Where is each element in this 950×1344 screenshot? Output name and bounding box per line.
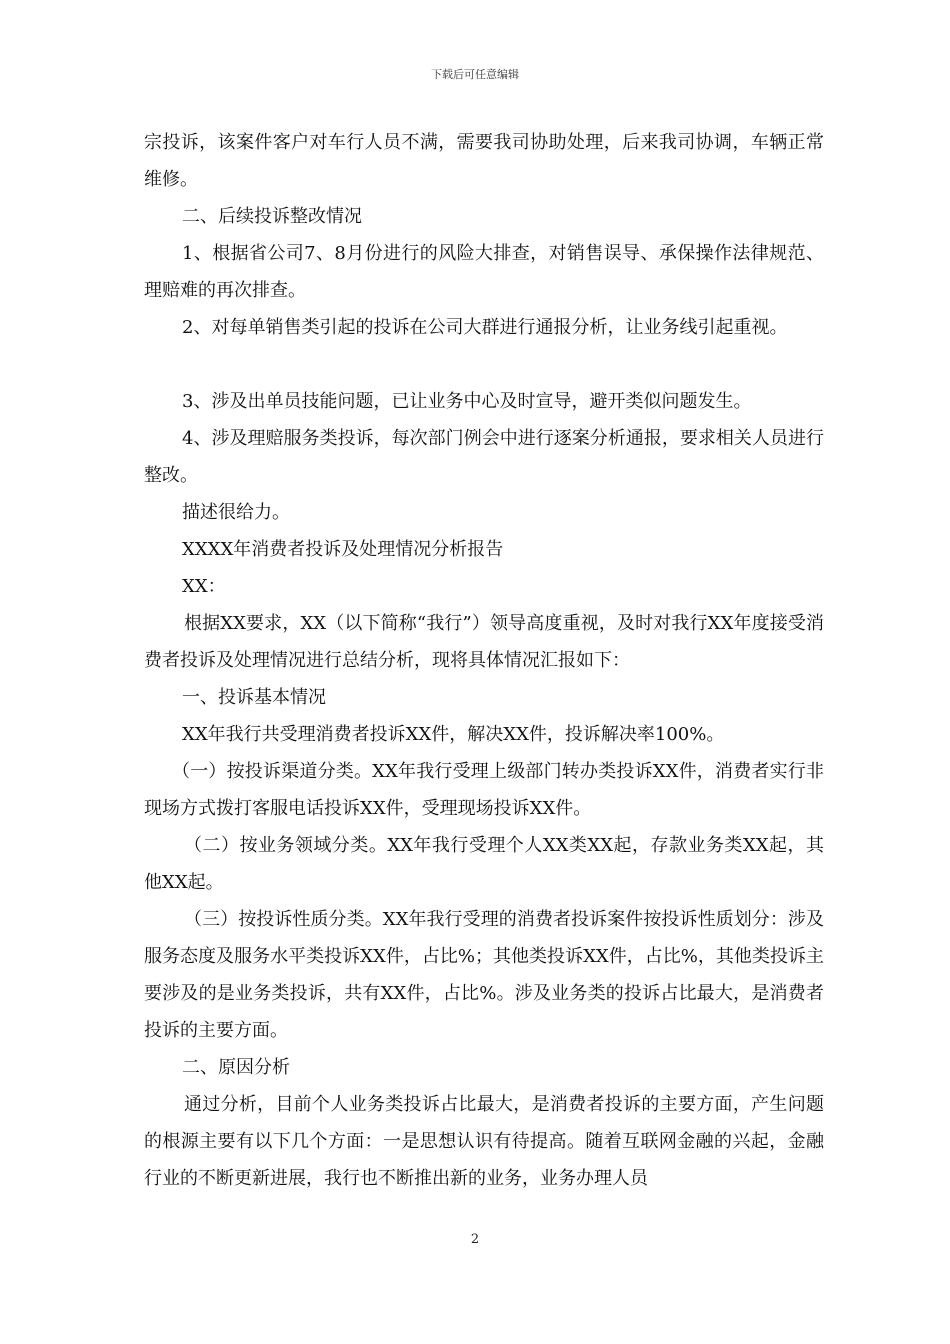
classification-by-channel: （一）按投诉渠道分类。XX年我行受理上级部门转办类投诉XX件，消费者实行非现场方式拨打客服电话投诉XX件，受理现场投诉XX件。 [144,761,824,819]
list-item-1: 1、根据省公司7、8月份进行的风险大排查，对销售误导、承保操作法律规范、理赔难的再次排查。 [144,243,824,301]
document-body [144,124,824,1197]
list-item-3: 3、涉及出单员技能问题，已让业务中心及时宣导，避开类似问题发生。 [182,391,752,412]
page-header-note: 下载后可任意编辑 [431,68,519,81]
report-addressee: XX： [182,576,226,597]
list-item-4: 4、涉及理赔服务类投诉，每次部门例会中进行逐案分析通报，要求相关人员进行整改。 [144,428,824,486]
page-number: 2 [470,1232,480,1247]
section-heading-followup-rectification: 二、后续投诉整改情况 [182,206,362,227]
remark-line: 描述很给力。 [182,502,290,523]
section-heading-basic-situation: 一、投诉基本情况 [182,687,326,708]
list-item-2: 2、对每单销售类引起的投诉在公司大群进行通报分析，让业务线引起重视。 [182,317,788,338]
blank-line [144,346,824,383]
classification-by-business-area: （二）按业务领域分类。XX年我行受理个人XX类XX起，存款业务类XX起，其他XX起。 [144,835,824,893]
report-intro-paragraph: 根据XX要求，XX（以下简称“我行”）领导高度重视，及时对我行XX年度接受消费者投诉及处理情况进行总结分析，现将具体情况汇报如下： [144,613,824,671]
cause-analysis-paragraph: 通过分析，目前个人业务类投诉占比最大，是消费者投诉的主要方面，产生问题的根源主要有以下几个方面：一是思想认识有待提高。随着互联网金融的兴起，金融行业的不断更新进展，我行也不断推出新的业务，业务办理人员 [144,1094,824,1189]
paragraph-continuation: 宗投诉，该案件客户对车行人员不满，需要我司协助处理，后来我司协调，车辆正常维修。 [144,132,824,190]
section-heading-cause-analysis: 二、原因分析 [182,1057,290,1078]
basic-situation-summary: XX年我行共受理消费者投诉XX件，解决XX件，投诉解决率100%。 [182,724,725,745]
classification-by-nature: （三）按投诉性质分类。XX年我行受理的消费者投诉案件按投诉性质划分：涉及服务态度及服务水平类投诉XX件，占比%；其他类投诉XX件，占比%，其他类投诉主要涉及的是业务类投诉，共有XX件，占比%。涉及业务类的投诉占比最大，是消费者投诉的主要方面。 [144,909,824,1041]
report-title: XXXX年消费者投诉及处理情况分析报告 [182,539,504,560]
